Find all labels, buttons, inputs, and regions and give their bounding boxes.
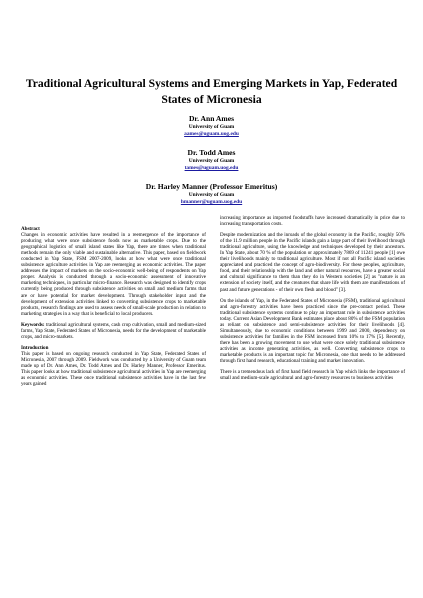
- introduction-heading: Introduction: [21, 344, 49, 351]
- right-column: [220, 215, 405, 386]
- author-block-3: [0, 182, 423, 206]
- author-name: Dr. Harley Manner (Professor Emeritus): [145, 182, 278, 191]
- body-paragraph: There is a tremendous lack of first hand field research in Yap which links the importance of small and medium-scale agricultural and agro-forestry resources to business activities: [220, 369, 405, 382]
- body-paragraph: increasing importance as imported foodstuffs have increased dramatically in price due to increasing transportation costs.: [220, 215, 405, 228]
- author-block-2: [0, 148, 423, 172]
- author-affiliation: University of Guam: [188, 192, 235, 198]
- keywords-paragraph: [21, 322, 206, 340]
- author-email-link[interactable]: hmanner@uguam.uog.edu: [180, 199, 243, 205]
- paper-title: Traditional Agricultural Systems and Emerging Markets in Yap, Federated States of Micronesia: [25, 77, 398, 106]
- author-email-link[interactable]: aames@uguam.uog.edu: [184, 131, 239, 137]
- author-name: Dr. Todd Ames: [187, 148, 236, 157]
- keywords-label: Keywords:: [21, 321, 45, 328]
- author-affiliation: University of Guam: [188, 124, 235, 130]
- author-email-link[interactable]: tames@uguam.uog.edu: [184, 165, 239, 171]
- body-paragraph: On the islands of Yap, in the Federated States of Micronesia (FSM), traditional agricultural and agro-forestry activities have been practiced since the pre-contact period. These traditional subsistence systems continue to play an important role in subsistence activities today. Current Asian Development Bank estimates place about 80% of the FSM population as reliant on subsistence and semi-subsistence activities for their livelihoods [4]. Simultaneously, due to economic conditions between 1999 and 2000, dependency on subsistence activities for families in the FSM increased from 10% to 17% [5]. Recently, there has been a growing movement to use what were once solely traditional subsistence activities as income generating activities, as well. Converting subsistence crops to marketable products is an important topic for Micronesia, one that needs to be addressed through first hand research, educational training and market innovation.: [220, 297, 405, 365]
- left-column: [21, 226, 206, 392]
- author-name: Dr. Ann Ames: [188, 114, 235, 123]
- author-block-1: [0, 114, 423, 138]
- abstract-text: Changes in economic activities have resulted in a reemergence of the importance of producing what were once subsistence foods now as marketable crops. Due to the geographical logistics of small island states like Yap, there are times when traditional methods remain the only viable and sustainable alternative. This paper, based on fieldwork conducted in Yap State, FSM 2007-2009, looks at how what were once traditional subsistence agriculture activities in Yap are reemerging as economic activities. The paper addresses the impact of markets on the socio-economic well-being of respondents on Yap proper. Analysis is conducted through a socio-economic assessment of innovative marketing techniques, in particular micro-finance. Research was designed to identify crops currently being produced through subsistence activities on small and medium farms that are or have potential for market development. Through stakeholder input and the development of extension activities linked to converting subsistence crops to marketable products, research findings are used to assess needs of small-scale production in relation to marketing strategies in a way that is beneficial to local producers.: [21, 232, 206, 317]
- author-affiliation: University of Guam: [188, 158, 235, 164]
- abstract-heading: Abstract: [21, 226, 40, 232]
- body-paragraph: Despite modernization and the inroads of the global economy in the Pacific, roughly 50% of the 11.9 million people in the Pacific islands gain a large part of their livelihood through traditional agriculture, using the knowledge and techniques developed by their ancestors. In Yap State, about 70 % of the population or approximately 7869 of 11241 people [1] owe their livelihoods mainly to traditional agriculture. Most if not all Pacific island societies appreciated and practiced the concept of agro-biodiversity. For these peoples, agriculture, food, and their relationship with the land and other natural resources, have a greater social and cultural significance to them than they do in Western societies [2] as "nature is an extension of society itself, and the creatures that share life with them are manifestations of past and future generations - of their own flesh and blood" [3].: [220, 232, 405, 293]
- keywords-text: traditional agricultural systems, cash crop cultivation, small and medium-sized farms, Yap State, Federated States of Micronesia, needs for the development of marketable crops, and micro-markets.: [21, 321, 206, 340]
- introduction-text: This paper is based on ongoing research conducted in Yap State, Federated States of Micronesia, 2007 through 2009. Fieldwork was conducted by a University of Guam team made up of Dr. Ann Ames, Dr. Todd Ames and Dr. Harley Manner, Professor Emeritus. This paper looks at how traditional subsistence agricultural activities in Yap are reemerging as economic activities. These once traditional subsistence activities have in the last few years gained: [21, 350, 206, 388]
